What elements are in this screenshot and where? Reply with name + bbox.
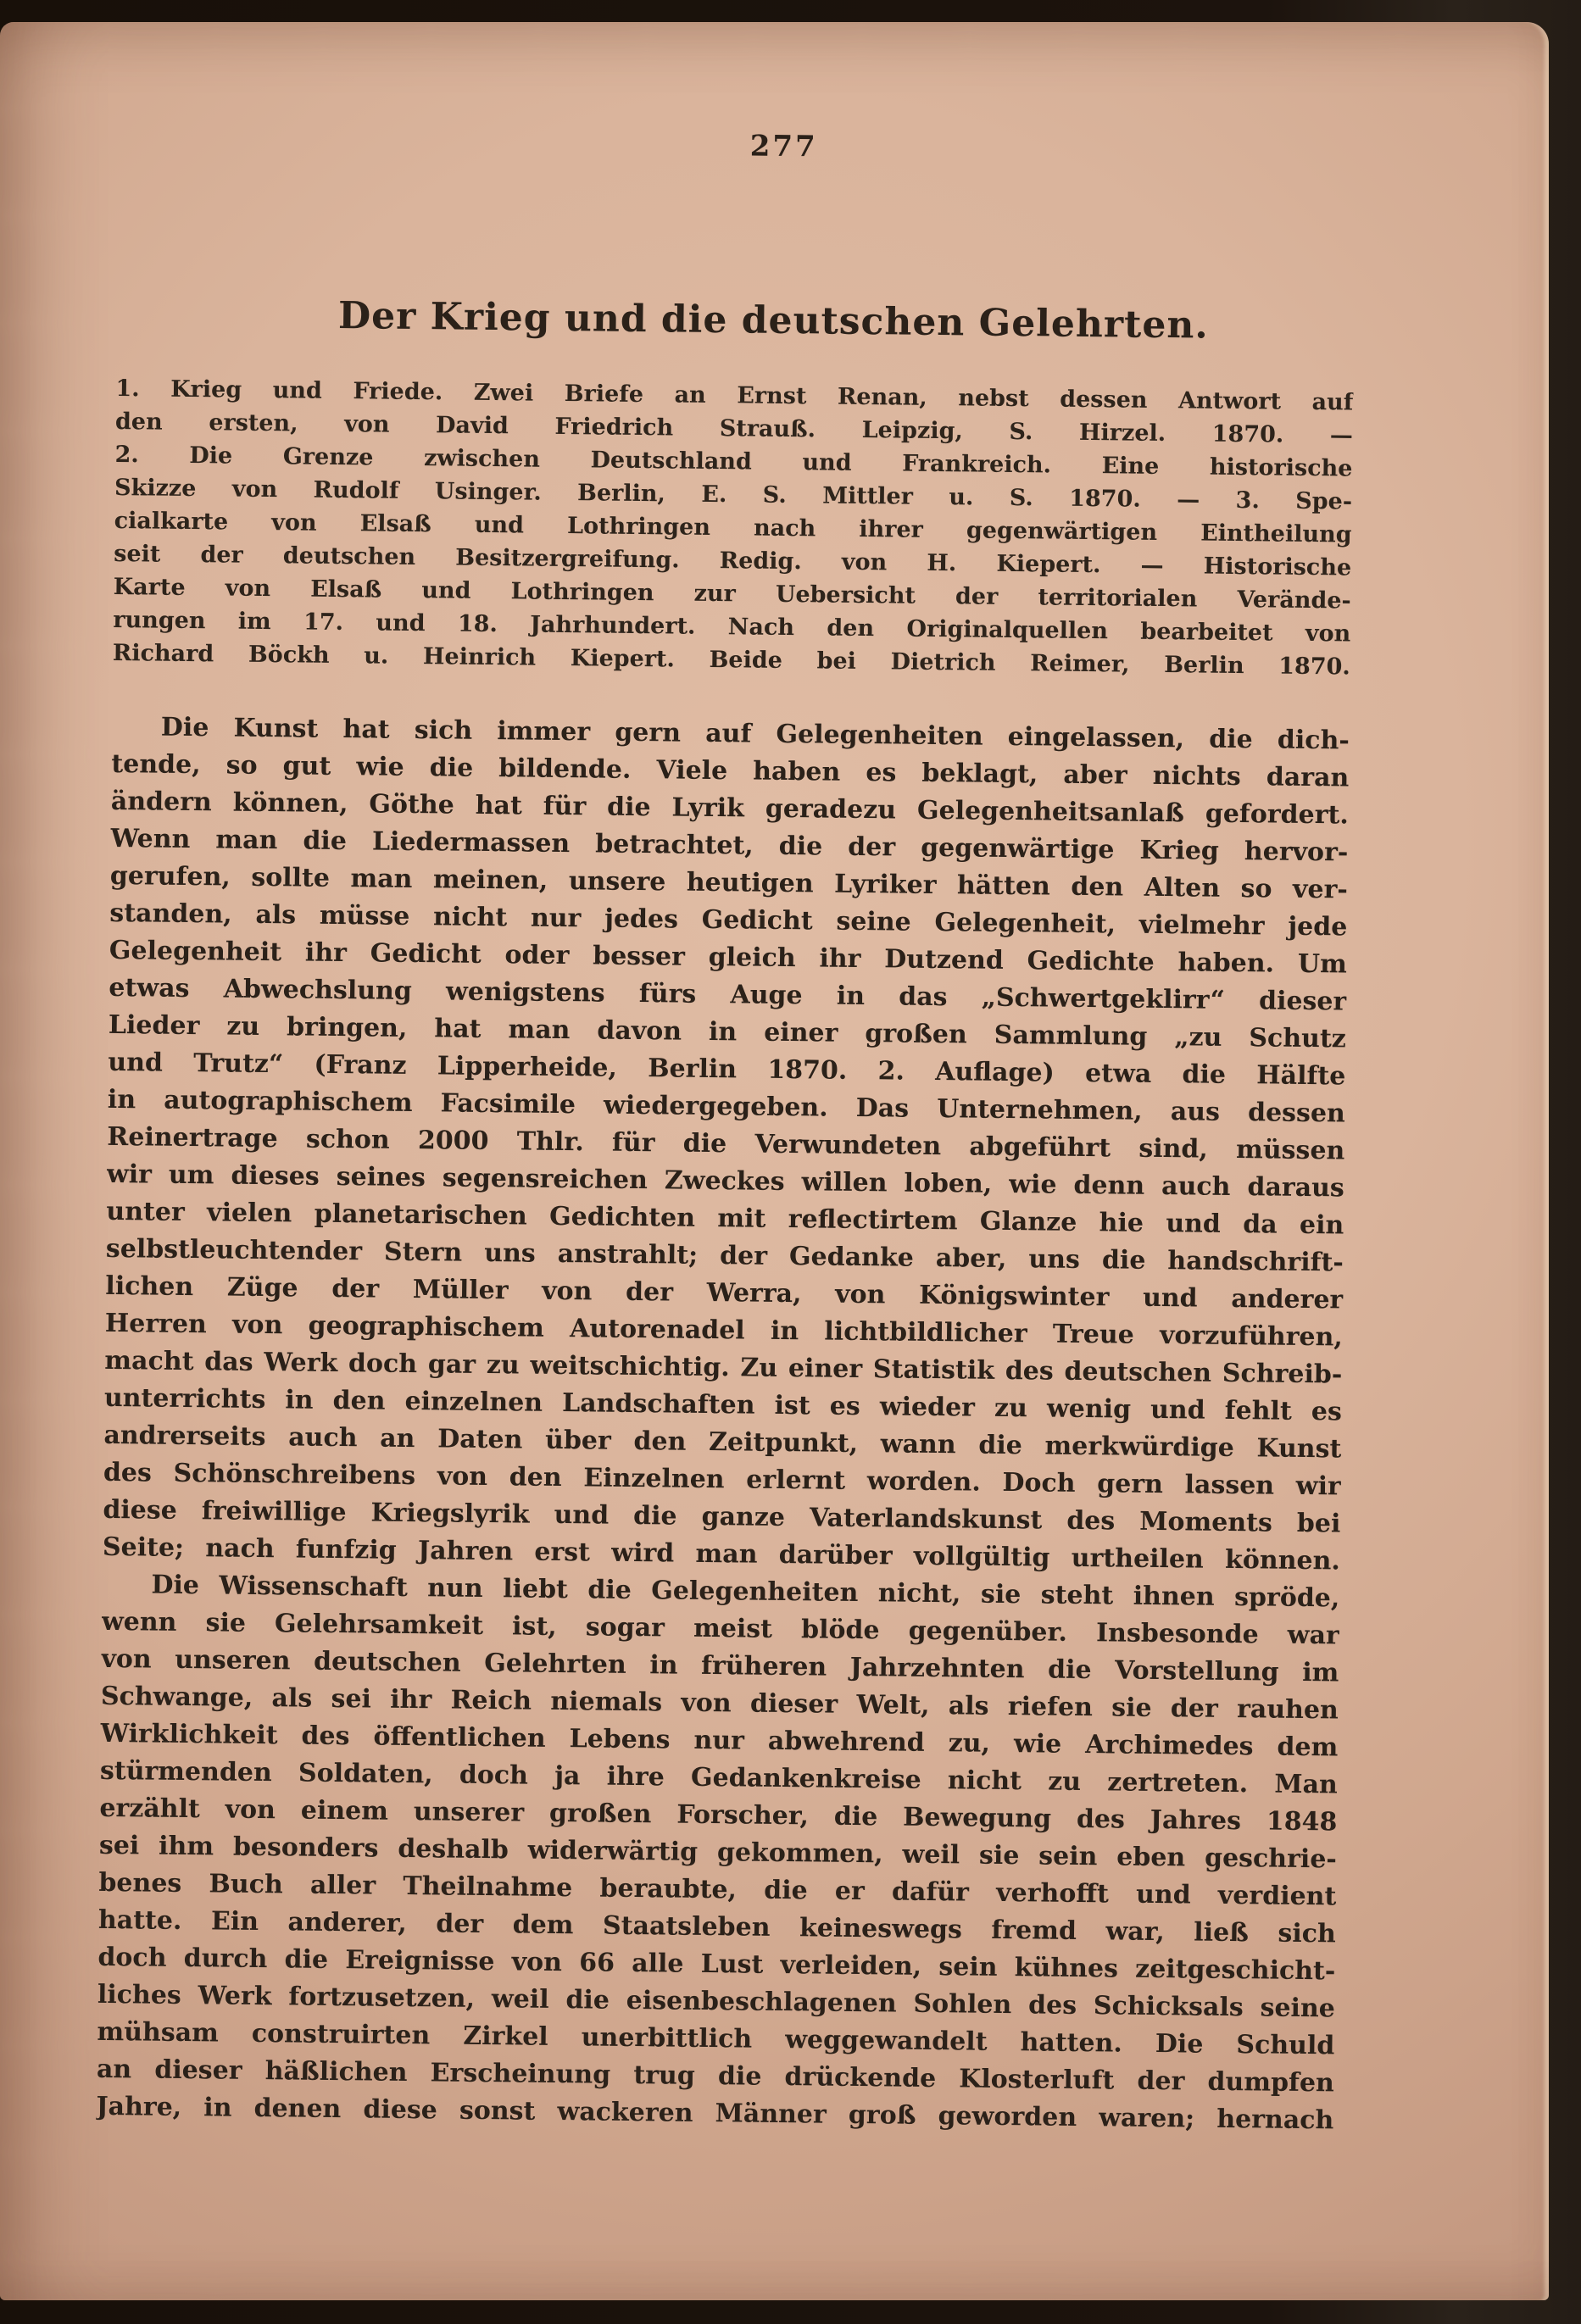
- paragraph-1: [103, 709, 1350, 1580]
- page-number: 277: [749, 129, 818, 164]
- text-line: hatte. Ein anderer, der dem Staatsleben keineswegs fremd war, ließ sich: [97, 1904, 1337, 1949]
- text-line: tende, so gut wie die bildende. Viele haben es beklagt, aber nichts daran: [111, 748, 1350, 793]
- text-line: etwas Abwechslung wenigstens fürs Auge in das „Schwertgeklirr“ dieser: [109, 972, 1347, 1017]
- text-line: Herren von geographischem Autorenadel in lichtbildlicher Treue vorzuführen,: [104, 1308, 1344, 1353]
- text-line: wenn sie Gelehrsamkeit ist, sogar meist blöde gegenüber. Insbesonde war: [101, 1606, 1340, 1651]
- text-line: Lieder zu bringen, hat man davon in einer großen Sammlung „zu Schutz: [108, 1009, 1347, 1054]
- text-line: lichen Züge der Müller von der Werra, von Königswinter und anderer: [105, 1270, 1344, 1315]
- text-line: liches Werk fortzusetzen, weil die eisenbeschlagenen Sohlen des Schicksals seine: [97, 1979, 1336, 2024]
- text-line: 2. Die Grenze zwischen Deutschland und Frankreich. Eine historische: [114, 441, 1353, 482]
- text-line: diese freiwillige Kriegslyrik und die ganze Vaterlandskunst des Moments bei: [103, 1494, 1341, 1539]
- text-line: Richard Böckh u. Heinrich Kiepert. Beide bei Dietrich Reimer, Berlin 1870.: [112, 639, 1350, 681]
- text-line: den ersten, von David Friedrich Strauß. Leipzig, S. Hirzel. 1870. —: [114, 408, 1354, 449]
- text-line: Jahre, in denen diese sonst wackeren Männer groß geworden waren; hernach: [96, 2091, 1334, 2136]
- text-line: von unseren deutschen Gelehrten in früheren Jahrzehnten die Vorstellung im: [101, 1643, 1339, 1688]
- page-content: [96, 122, 1356, 2139]
- text-line: Skizze von Rudolf Usinger. Berlin, E. S. Mittler u. S. 1870. — 3. Spe-: [114, 474, 1353, 515]
- text-line: des Schönschreibens von den Einzelnen erlernt worden. Doch gern lassen wir: [103, 1457, 1342, 1502]
- text-line: wir um dieses seines segensreichen Zweckes willen loben, wie denn auch daraus: [106, 1159, 1345, 1204]
- text-line: mühsam construirten Zirkel unerbittlich weggewandelt hatten. Die Schuld: [97, 2016, 1335, 2061]
- text-line: Wirklichkeit des öffentlichen Lebens nur abwehrend zu, wie Archimedes dem: [100, 1718, 1339, 1763]
- text-line: standen, als müsse nicht nur jedes Gedicht seine Gelegenheit, vielmehr jede: [109, 898, 1348, 942]
- paragraph-2: [96, 1566, 1339, 2140]
- article-title: Der Krieg und die deutschen Gelehrten.: [337, 293, 1210, 347]
- text-line: macht das Werk doch gar zu weitschichtig. Zu einer Statistik des deutschen Schreib-: [104, 1345, 1343, 1390]
- text-line: unterrichts in den einzelnen Landschaften ist es wieder zu wenig und fehlt es: [103, 1382, 1343, 1427]
- text-line: Gelegenheit ihr Gedicht oder besser gleich ihr Dutzend Gedichte haben. Um: [109, 935, 1348, 980]
- text-line: Karte von Elsaß und Lothringen zur Uebersicht der territorialen Verände-: [113, 573, 1351, 614]
- text-line: gerufen, sollte man meinen, unsere heutigen Lyriker hätten den Alten so ver-: [109, 860, 1349, 905]
- text-line: stürmenden Soldaten, doch ja ihre Gedankenkreise nicht zu zertreten. Man: [99, 1755, 1339, 1800]
- text-line: seit der deutschen Besitzergreifung. Redig. von H. Kiepert. — Historische: [114, 540, 1352, 581]
- text-line: Die Kunst hat sich immer gern auf Gelegenheiten eingelassen, die dich-: [160, 712, 1350, 756]
- text-line: Reinertrage schon 2000 Thlr. für die Verwundeten abgeführt sind, müssen: [107, 1121, 1345, 1166]
- text-line: an dieser häßlichen Erscheinung trug die drückende Klosterluft der dumpfen: [96, 2054, 1335, 2099]
- text-line: rungen im 17. und 18. Jahrhundert. Nach den Originalquellen bearbeitet von: [113, 606, 1351, 648]
- text-line: 1. Krieg und Friede. Zwei Briefe an Ernst Renan, nebst dessen Antwort auf: [115, 375, 1354, 416]
- text-line: Schwange, als sei ihr Reich niemals von dieser Welt, als riefen sie der rauhen: [100, 1681, 1339, 1726]
- text-line: doch durch die Ereignisse von 66 alle Lust verleiden, sein kühnes zeitgeschicht-: [97, 1942, 1336, 1987]
- text-line: selbstleuchtender Stern uns anstrahlt; der Gedanke aber, uns die handschrift-: [105, 1233, 1344, 1278]
- text-line: in autographischem Facsimile wiedergegeben. Das Unternehmen, aus dessen: [107, 1084, 1346, 1129]
- text-line: cialkarte von Elsaß und Lothringen nach ihrer gegenwärtigen Eintheilung: [114, 507, 1352, 548]
- text-line: unter vielen planetarischen Gedichten mit reflectirtem Glanze hie und da ein: [106, 1196, 1344, 1241]
- text-line: Wenn man die Liedermassen betrachtet, die der gegenwärtige Krieg hervor-: [110, 823, 1349, 868]
- text-line: ändern können, Göthe hat für die Lyrik geradezu Gelegenheitsanlaß gefordert.: [110, 786, 1350, 831]
- text-line: benes Buch aller Theilnahme beraubte, die er dafür verhofft und verdient: [98, 1867, 1337, 1912]
- text-line: und Trutz“ (Franz Lipperheide, Berlin 1870. 2. Auflage) etwa die Hälfte: [108, 1047, 1346, 1092]
- book-page: [0, 22, 1549, 2300]
- text-line: erzählt von einem unserer großen Forscher, die Bewegung des Jahres 1848: [99, 1793, 1338, 1838]
- text-line: andrerseits auch an Daten über den Zeitpunkt, wann die merkwürdige Kunst: [103, 1420, 1342, 1465]
- text-line: sei ihm besonders deshalb widerwärtig gekommen, weil sie sein eben geschrie-: [98, 1830, 1338, 1875]
- bibliography-block: [113, 372, 1354, 684]
- text-line: Seite; nach funfzig Jahren erst wird man darüber vollgültig urtheilen können.: [102, 1532, 1341, 1576]
- text-line: Die Wissenschaft nun liebt die Gelegenheiten nicht, sie steht ihnen spröde,: [151, 1570, 1340, 1614]
